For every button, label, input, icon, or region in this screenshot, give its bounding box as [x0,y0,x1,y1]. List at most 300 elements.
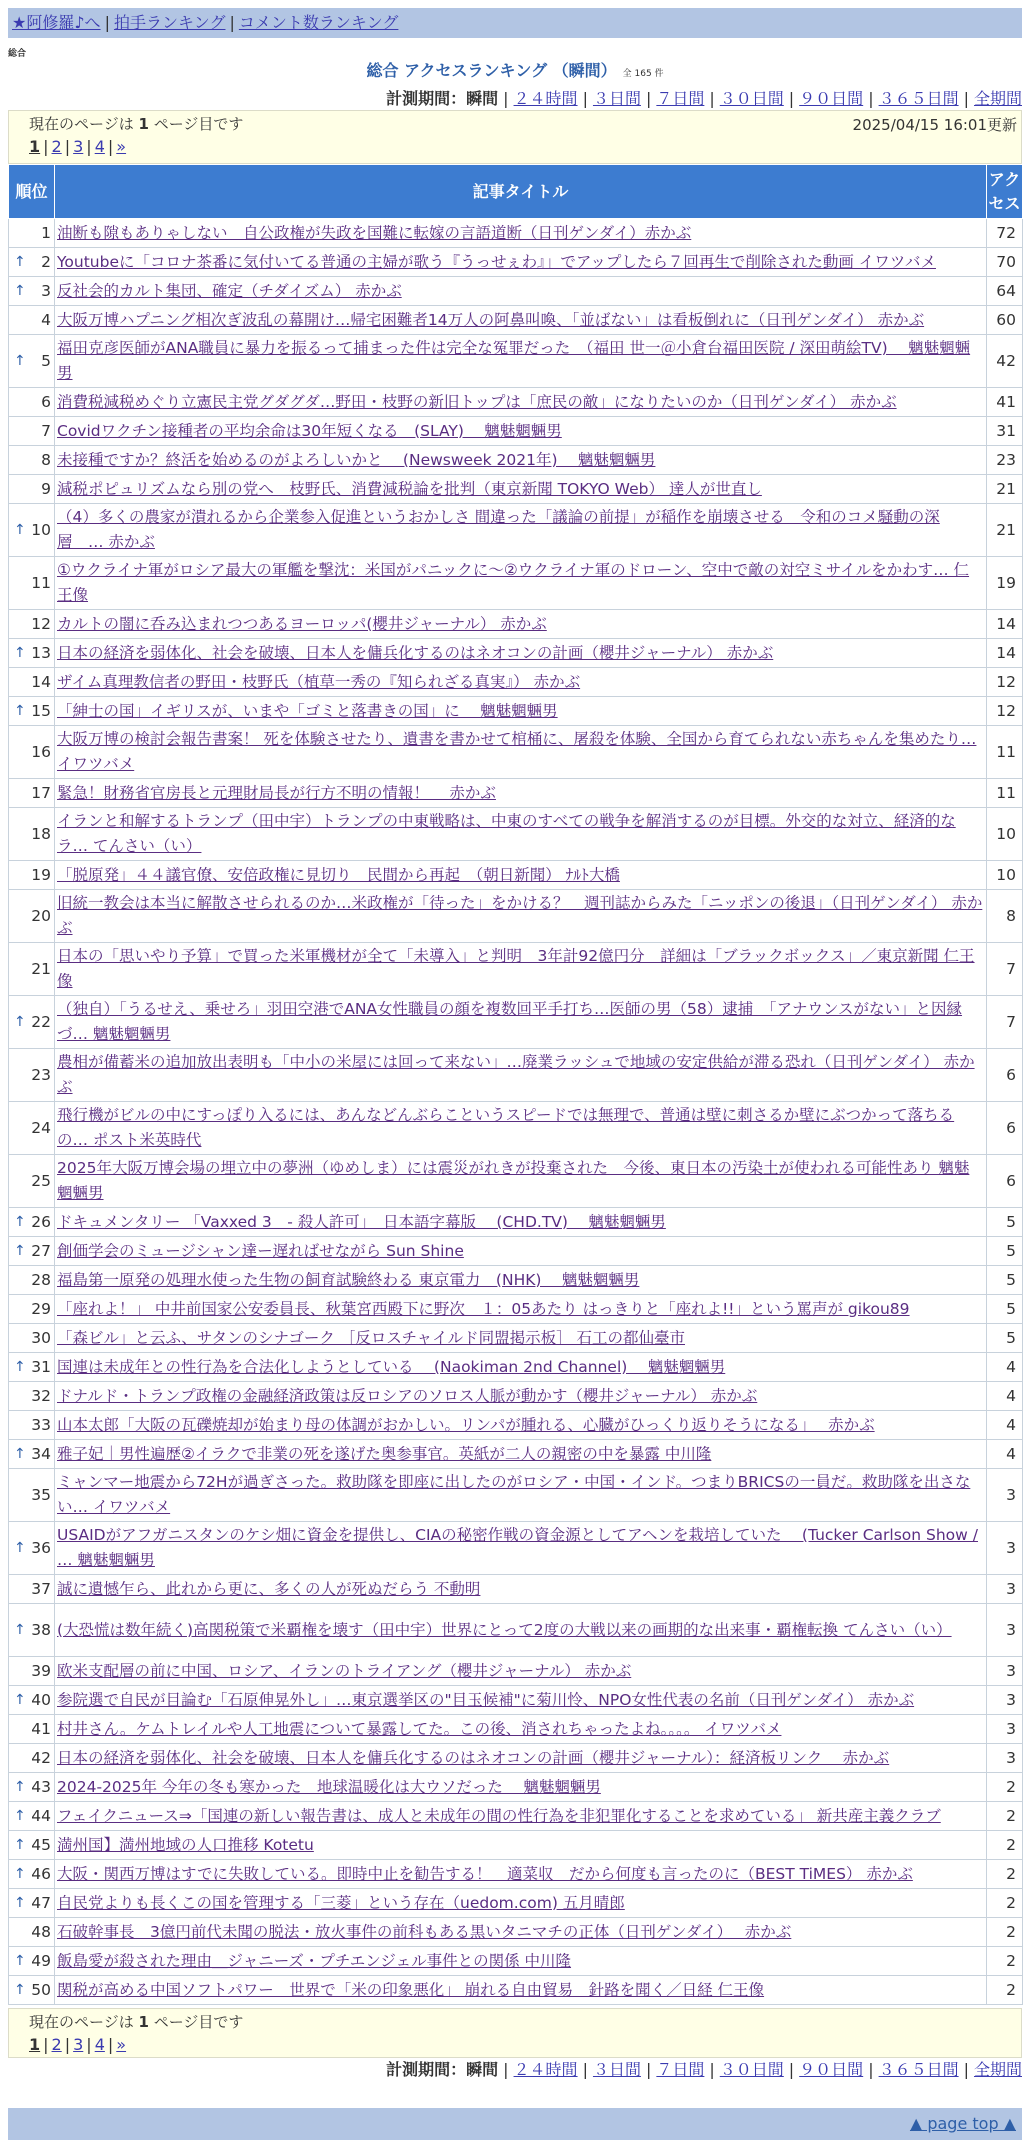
table-row [9,557,1023,610]
total-count: 全 165 件 [622,69,664,79]
access-count: 60 [987,306,1023,335]
rank-cell [9,1049,55,1102]
rank-number: 19 [31,865,51,884]
title-cell [55,1802,987,1831]
rank-cell [9,890,55,943]
table-row [9,1102,1023,1155]
access-count: 2 [987,1889,1023,1918]
rank-number: 10 [31,520,51,539]
period-label: 計測期間： [386,89,467,108]
table-row [9,639,1023,668]
rank-cell [9,1575,55,1604]
rank-cell [9,1918,55,1947]
article-link[interactable]: ①ウクライナ軍がロシア最大の軍艦を撃沈：米国がパニックに〜②ウクライナ軍のドローン、空中で敵の対空ミサイルをかわす… 仁王像 [57,561,970,604]
rank-cell [9,779,55,808]
access-count: 2 [987,1802,1023,1831]
article-link[interactable]: 「森ビル」と云ふ、サタンのシナゴーク ［反ロスチャイルド同盟掲示板］ 石工の都仙臺市 [57,1328,685,1347]
rank-number: 31 [31,1357,51,1376]
title-cell [55,1382,987,1411]
period-link[interactable]: ７日間 [656,2060,705,2079]
access-count: 7 [987,943,1023,996]
period-link[interactable]: ３日間 [592,2060,641,2079]
title-cell [55,1947,987,1976]
page-link[interactable]: 2 [51,2035,62,2054]
period-link[interactable]: ７日間 [656,89,705,108]
article-link[interactable]: 満州国】満州地域の人口推移 Kotetu [57,1835,314,1854]
pagination [29,137,1011,156]
period-separator: | [709,2060,715,2079]
page-status-prefix: 現在のページは [29,115,139,133]
access-count: 8 [987,890,1023,943]
article-link[interactable]: 油断も隙もありゃしない 自公政権が失政を国難に転嫁の言語道断（日刊ゲンダイ）赤かぶ [57,223,692,242]
access-count: 42 [987,335,1023,388]
rank-cell [9,1715,55,1744]
page-link[interactable]: 3 [73,2035,84,2054]
access-count: 72 [987,219,1023,248]
title-cell [55,1049,987,1102]
rank-up-icon: ↑ [14,1981,26,1998]
footer-bar [8,2108,1022,2140]
period-link[interactable]: ３６５日間 [878,89,959,108]
nav-separator: | [229,13,235,32]
title-cell [55,475,987,504]
table-row [9,668,1023,697]
title-cell [55,1469,987,1522]
article-link[interactable]: 消費税減税めぐり立憲民主党グダグダ…野田・枝野の新旧トップは「庶民の敵」になりたいのか（日刊ゲンダイ） 赤かぶ [57,392,897,411]
page-link[interactable]: 4 [94,137,105,156]
access-count: 11 [987,779,1023,808]
rank-up-icon: ↑ [14,282,26,299]
table-row [9,1715,1023,1744]
access-count: 41 [987,388,1023,417]
table-row [9,335,1023,388]
access-count: 4 [987,1411,1023,1440]
article-link[interactable]: 飯島愛が殺された理由＿ジャニーズ・プチエンジェル事件との関係 中川隆 [57,1951,572,1970]
rank-cell [9,861,55,890]
article-link[interactable]: Covidワクチン接種者の平均余命は30年短くなる (SLAY) 魑魅魍魎男 [57,421,562,440]
title-cell [55,557,987,610]
table-row [9,943,1023,996]
page-separator: | [43,2035,49,2054]
rank-number: 41 [31,1719,51,1738]
table-row [9,1604,1023,1657]
title-cell [55,1657,987,1686]
rank-number: 35 [31,1485,51,1504]
clap-ranking-link[interactable]: 拍手ランキング [113,13,226,32]
page-top-link[interactable]: ▲ page top ▲ [909,2114,1016,2133]
rank-cell [9,1686,55,1715]
title-cell [55,446,987,475]
table-row [9,306,1023,335]
title-cell [55,1860,987,1889]
article-link[interactable]: 福田克彦医師がANA職員に暴力を振るって捕まった件は完全な冤罪だった （福田 世一＠小倉台福田医院 / 深田萌絵TV) 魑魅魍魎男 [57,339,971,382]
title-cell [55,1522,987,1575]
title-cell [55,1295,987,1324]
access-count: 6 [987,1102,1023,1155]
rank-number: 48 [31,1922,51,1941]
article-link[interactable]: 山本太郎「大阪の瓦礫焼却が始まり母の体調がおかしい。リンパが腫れる、心臓がひっくり返りそうになる」 赤かぶ [57,1415,875,1434]
page-status-suffix: ページ目です [148,115,244,133]
rank-cell [9,943,55,996]
access-count: 14 [987,610,1023,639]
rank-up-icon: ↑ [14,1865,26,1882]
title-cell [55,1324,987,1353]
rank-number: 27 [31,1241,51,1260]
title-cell [55,1715,987,1744]
article-link[interactable]: 2024-2025年 今年の冬も寒かった 地球温暖化は大ウソだった 魑魅魍魎男 [57,1777,601,1796]
access-count: 4 [987,1353,1023,1382]
rank-number: 4 [41,310,51,329]
rank-number: 32 [31,1386,51,1405]
rank-number: 49 [31,1951,51,1970]
home-link[interactable]: ★阿修羅♪へ [12,13,101,32]
rank-cell [9,610,55,639]
period-link[interactable]: ２４時間 [513,89,578,108]
title-cell [55,779,987,808]
article-link[interactable]: 大阪・関西万博はすでに失敗している。即時中止を勧告する！ 適菜収 だから何度も言ったのに（BEST TiMES） 赤かぶ [57,1864,913,1883]
article-link[interactable]: 旧統一教会は本当に解散させられるのか…米政権が「待った」をかける？ 週刊誌からみた「ニッポンの後退」（日刊ゲンダイ） 赤かぶ [57,894,983,937]
rank-up-icon: ↑ [14,1807,26,1824]
table-row [9,1575,1023,1604]
access-count: 4 [987,1382,1023,1411]
period-separator: | [582,89,588,108]
table-row [9,1469,1023,1522]
rank-up-icon: ↑ [14,1013,26,1030]
rank-up-icon: ↑ [14,644,26,661]
rank-number: 30 [31,1328,51,1347]
rank-number: 3 [41,281,51,300]
period-link[interactable]: ３０日間 [719,2060,784,2079]
article-link[interactable]: 「座れよ！」 中井前国家公安委員長、秋葉宮西殿下に野次 １：05あたり はっきりと「座れよ!!」という罵声が gikou89 [57,1299,910,1318]
table-row [9,1657,1023,1686]
title-cell [55,335,987,388]
article-link[interactable]: 参院選で自民が目論む「石原伸晃外し」…東京選挙区の"目玉候補"に菊川怜、NPO女性代表の名前（日刊ゲンダイ） 赤かぶ [57,1690,915,1709]
page-separator: | [86,137,92,156]
rank-cell [9,557,55,610]
rank-cell [9,475,55,504]
article-link[interactable]: 日本の「思いやり予算」で買った米軍機材が全て「未導入」と判明 3年計92億円分 詳細は「ブラックボックス」／東京新聞 仁王像 [57,947,975,990]
rank-number: 43 [31,1777,51,1796]
rank-number: 1 [41,223,51,242]
access-count: 3 [987,1469,1023,1522]
next-page-link[interactable]: » [116,137,127,156]
period-separator: | [645,2060,652,2079]
access-count: 23 [987,446,1023,475]
article-link[interactable]: 大阪万博ハプニング相次ぎ波乱の幕開け…帰宅困難者14万人の阿鼻叫喚、「並ばない」は看板倒れに（日刊ゲンダイ） 赤かぶ [57,310,925,329]
table-row [9,996,1023,1049]
access-count: 5 [987,1295,1023,1324]
period-link[interactable]: ９０日間 [799,2060,864,2079]
article-link[interactable]: 飛行機がビルの中にすっぽり入るには、あんなどんぶらこというスピードでは無理で、普通は壁に刺さるか壁にぶつかって落ちるの… ポスト米英時代 [57,1106,955,1149]
access-count: 5 [987,1324,1023,1353]
period-label: 計測期間： [386,2060,467,2079]
rank-cell [9,1860,55,1889]
article-link[interactable]: 反社会的カルト集団、確定（チダイズム） 赤かぶ [57,281,402,300]
period-link[interactable]: 全期間 [973,2060,1022,2079]
rank-cell [9,1411,55,1440]
title-cell [55,1686,987,1715]
table-row [9,1947,1023,1976]
article-link[interactable]: 自民党よりも長くこの国を管理する「三菱」という存在（uedom.com) 五月晴郎 [57,1893,625,1912]
rank-cell [9,504,55,557]
rank-up-icon: ↑ [14,1778,26,1795]
article-link[interactable]: ドキュメンタリー 「Vaxxed 3 - 殺人許可」 日本語字幕版 (CHD.TV) 魑魅魍魎男 [57,1212,666,1231]
table-row [9,1382,1023,1411]
rank-number: 12 [31,614,51,633]
table-row [9,1295,1023,1324]
article-link[interactable]: (大恐慌は数年続く)高関税策で米覇権を壊す（田中宇）世界にとって2度の大戦以来の画期的な出来事・覇権転換 てんさい（い） [57,1620,952,1639]
period-link[interactable]: ３日間 [592,89,641,108]
rank-up-icon: ↑ [14,1952,26,1969]
article-link[interactable]: 2025年大阪万博会場の埋立中の夢洲（ゆめしま）には震災がれきが投棄された 今後、東日本の汚染土が使われる可能性あり 魑魅魍魎男 [57,1159,970,1202]
article-link[interactable]: 福島第一原発の処理水使った生物の飼育試験終わる 東京電力 (NHK) 魑魅魍魎男 [57,1270,640,1289]
page-title-text: 総合 アクセスランキング （瞬間） [366,61,617,80]
rank-number: 45 [31,1835,51,1854]
table-row [9,1353,1023,1382]
table-row [9,1440,1023,1469]
article-link[interactable]: （独自）「うるせえ、乗せろ」羽田空港でANA女性職員の顔を複数回平手打ち…医師の男（58）逮捕 「アナウンスがない」と因縁づ… 魑魅魍魎男 [57,1000,963,1043]
article-link[interactable]: Youtubeに「コロナ茶番に気付いてる普通の主婦が歌う『うっせぇわ』」でアップしたら７回再生で削除された動画 イワツバメ [57,252,936,271]
article-link[interactable]: 関税が高める中国ソフトパワー 世界で「米の印象悪化」 崩れる自由貿易 針路を聞く／日経 仁王像 [57,1980,765,1999]
rank-cell [9,1976,55,2005]
rank-cell [9,1831,55,1860]
page-separator: | [64,137,71,156]
page-info-top [8,110,1022,164]
rank-number: 23 [31,1065,51,1084]
article-link[interactable]: 日本の経済を弱体化、社会を破壊、日本人を傭兵化するのはネオコンの計画（櫻井ジャーナル） 赤かぶ [57,643,774,662]
header-title: 記事タイトル [55,165,987,219]
title-cell [55,726,987,779]
title-cell [55,943,987,996]
rank-cell [9,1208,55,1237]
period-link[interactable]: 全期間 [973,89,1022,108]
rank-cell [9,388,55,417]
access-count: 5 [987,1237,1023,1266]
rank-number: 36 [31,1538,51,1557]
current-page-number: 1 [138,2013,149,2031]
rank-number: 39 [31,1661,51,1680]
page-link-current: 1 [29,137,41,156]
period-link[interactable]: ３０日間 [719,89,784,108]
rank-cell [9,668,55,697]
rank-cell [9,1522,55,1575]
article-link[interactable]: ドナルド・トランプ政権の金融経済政策は反ロシアのソロス人脈が動かす（櫻井ジャーナル） 赤かぶ [57,1386,758,1405]
rank-number: 40 [31,1690,51,1709]
article-link[interactable]: USAIDがアフガニスタンのケシ畑に資金を提供し、CIAの秘密作戦の資金源としてアヘンを栽培していた (Tucker Carlson Show / … 魑魅魍魎男 [57,1526,978,1569]
period-separator: | [788,2060,795,2079]
period-separator: | [503,89,509,108]
article-link[interactable]: フェイクニュース⇒「国連の新しい報告書は、成人と未成年の間の性行為を非犯罪化することを求めている」 新共産主義クラブ [57,1806,941,1825]
access-count: 2 [987,1947,1023,1976]
rank-cell [9,335,55,388]
page-separator: | [64,2035,71,2054]
article-link[interactable]: カルトの闇に呑み込まれつつあるヨーロッパ(櫻井ジャーナル） 赤かぶ [57,614,547,633]
access-count: 3 [987,1744,1023,1773]
period-link[interactable]: ３６５日間 [878,2060,959,2079]
next-page-link[interactable]: » [116,2035,127,2054]
page-separator: | [107,137,114,156]
access-count: 3 [987,1604,1023,1657]
rank-cell [9,446,55,475]
rank-up-icon: ↑ [14,1358,26,1375]
rank-number: 7 [41,421,51,440]
page-info-bottom [8,2008,1022,2058]
rank-number: 29 [31,1299,51,1318]
rank-cell [9,1773,55,1802]
comment-ranking-link[interactable]: コメント数ランキング [238,13,399,32]
article-link[interactable]: 「脱原発」４４議官僚、安倍政権に見切り 民間から再起 （朝日新聞） ﾅﾙﾄ大橋 [57,865,620,884]
table-row [9,779,1023,808]
access-count: 3 [987,1657,1023,1686]
rank-number: 25 [31,1171,51,1190]
period-link[interactable]: ９０日間 [799,89,864,108]
rank-cell [9,1155,55,1208]
rank-number: 8 [41,450,51,469]
article-link[interactable]: 未接種ですか？終活を始めるのがよろしいかと (Newsweek 2021年) 魑魅魍魎男 [57,450,656,469]
title-cell [55,1266,987,1295]
category-label: 総合 [8,49,27,59]
rank-number: 24 [31,1118,51,1137]
title-cell [55,1744,987,1773]
period-separator: | [788,89,795,108]
rank-cell [9,1324,55,1353]
page-separator: | [43,137,49,156]
rank-number: 21 [31,959,51,978]
table-row [9,697,1023,726]
article-link[interactable]: 緊急！財務省官房長と元理財局長が行方不明の情報！ 赤かぶ [57,783,496,802]
ranking-table [8,164,1023,2005]
rank-number: 6 [41,392,51,411]
table-row [9,417,1023,446]
period-separator: | [645,89,652,108]
rank-number: 9 [41,479,51,498]
access-count: 2 [987,1831,1023,1860]
period-separator: | [503,2060,509,2079]
rank-cell [9,1295,55,1324]
table-row [9,277,1023,306]
rank-number: 15 [31,701,51,720]
page-link[interactable]: 4 [94,2035,105,2054]
table-row [9,475,1023,504]
rank-number: 50 [31,1980,51,1999]
access-count: 12 [987,697,1023,726]
rank-cell [9,996,55,1049]
page-link[interactable]: 3 [73,137,84,156]
access-count: 6 [987,1155,1023,1208]
rank-up-icon: ↑ [14,521,26,538]
title-cell [55,306,987,335]
title-cell [55,504,987,557]
access-count: 4 [987,1440,1023,1469]
table-row [9,1889,1023,1918]
article-link[interactable]: ミャンマー地震から72Hが過ぎさった。救助隊を即座に出したのがロシア・中国・インド。つまりBRICSの一員だ。救助隊を出さない… イワツバメ [57,1473,971,1516]
access-count: 2 [987,1918,1023,1947]
table-row [9,1976,1023,2005]
rank-cell [9,697,55,726]
title-cell [55,219,987,248]
rank-cell [9,1440,55,1469]
title-cell [55,248,987,277]
rank-cell [9,1353,55,1382]
title-cell [55,1440,987,1469]
article-link[interactable]: 日本の経済を弱体化、社会を破壊、日本人を傭兵化するのはネオコンの計画（櫻井ジャーナル）：経済板リンク 赤かぶ [57,1748,890,1767]
table-row [9,504,1023,557]
article-link[interactable]: 「紳士の国」イギリスが、いまや「ゴミと落書きの国」に 魑魅魍魎男 [57,701,558,720]
table-row [9,446,1023,475]
article-link[interactable]: （4）多くの農家が潰れるから企業参入促進というおかしさ 間違った「議論の前提」が稲作を崩壊させる 令和のコメ騒動の深層 … 赤かぶ [57,508,940,551]
updated-timestamp: 2025/04/15 16:01更新 [852,116,1017,134]
table-row [9,1237,1023,1266]
rank-number: 22 [31,1012,51,1031]
period-separator: | [582,2060,588,2079]
access-count: 5 [987,1266,1023,1295]
article-link[interactable]: 欧米支配層の前に中国、ロシア、イランのトライアング（櫻井ジャーナル） 赤かぶ [57,1661,632,1680]
article-link[interactable]: 雅子妃｜男性遍歴②イラクで非業の死を遂げた奥参事官。英紙が二人の親密の中を暴露 中川隆 [57,1444,712,1463]
table-row [9,1049,1023,1102]
rank-up-icon: ↑ [14,1894,26,1911]
page-link[interactable]: 2 [51,137,62,156]
rank-number: 37 [31,1579,51,1598]
title-cell [55,639,987,668]
access-count: 10 [987,861,1023,890]
rank-up-icon: ↑ [14,1836,26,1853]
access-count: 3 [987,1522,1023,1575]
title-cell [55,1102,987,1155]
article-link[interactable]: 大阪万博の検討会報告書案！ 死を体験させたり、遺書を書かせて棺桶に、屠殺を体験、全国から育てられない赤ちゃんを集めたり… イワツバメ [57,730,977,773]
rank-cell [9,1102,55,1155]
rank-number: 46 [31,1864,51,1883]
rank-up-icon: ↑ [14,702,26,719]
title-cell [55,1889,987,1918]
table-row [9,1411,1023,1440]
rank-number: 47 [31,1893,51,1912]
article-link[interactable]: イランと和解するトランプ（田中宇）トランプの中東戦略は、中東のすべての戦争を解消するのが目標。外交的な対立、経済的なラ… てんさい（い） [57,812,956,855]
article-link[interactable]: 農相が備蓄米の追加放出表明も「中小の米屋には回って来ない」…廃業ラッシュで地域の安定供給が滞る恐れ（日刊ゲンダイ） 赤かぶ [57,1053,975,1096]
article-link[interactable]: 減税ポピュリズムなら別の党へ 枝野氏、消費減税論を批判（東京新聞 TOKYO Web） 達人が世直し [57,479,762,498]
title-cell [55,1604,987,1657]
top-nav [8,8,1022,38]
rank-up-icon: ↑ [14,253,26,270]
rank-cell [9,1469,55,1522]
rank-number: 17 [31,783,51,802]
page-status [29,2011,1011,2032]
access-count: 12 [987,668,1023,697]
article-link[interactable]: 創価学会のミュージシャン達ー遅ればせながら Sun Shine [57,1241,464,1260]
table-row [9,1266,1023,1295]
access-count: 7 [987,996,1023,1049]
rank-number: 14 [31,672,51,691]
access-count: 5 [987,1208,1023,1237]
rank-number: 16 [31,742,51,761]
article-link[interactable]: ザイム真理教信者の野田・枝野氏（植草一秀の『知られざる真実』） 赤かぶ [57,672,581,691]
article-link[interactable]: 国連は未成年との性行為を合法化しようとしている (Naokiman 2nd Channel) 魑魅魍魎男 [57,1357,726,1376]
table-row [9,248,1023,277]
article-link[interactable]: 村井さん。ケムトレイルや人工地震について暴露してた。この後、消されちゃったよね。。。。 イワツバメ [57,1719,782,1738]
rank-up-icon: ↑ [14,1691,26,1708]
title-cell [55,1155,987,1208]
rank-up-icon: ↑ [14,1242,26,1259]
period-link[interactable]: ２４時間 [513,2060,578,2079]
page-title [0,58,1030,81]
period-selector [386,86,1022,109]
title-cell [55,668,987,697]
rank-number: 20 [31,906,51,925]
article-link[interactable]: 石破幹事長 3億円前代未聞の脱法・放火事件の前科もある黒いタニマチの正体（日刊ゲンダイ） 赤かぶ [57,1922,792,1941]
rank-cell [9,808,55,861]
article-link[interactable]: 誠に遺憾乍ら、此れから更に、多くの人が死ぬだらう 不動明 [57,1579,481,1598]
rank-cell [9,306,55,335]
title-cell [55,808,987,861]
